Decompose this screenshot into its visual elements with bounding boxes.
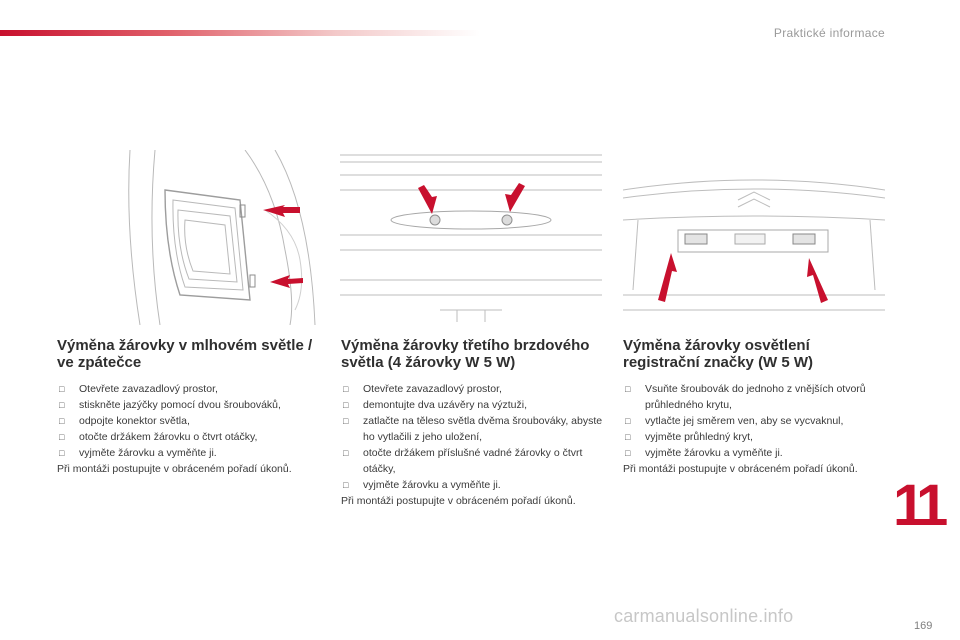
page-number: 169 [914, 620, 933, 632]
chapter-number: 11 [893, 473, 943, 538]
list-item: □ zatlačte na těleso světla dvěma šroubováky, abyste ho vytlačili z jeho uložení, [343, 415, 603, 443]
list-item: □ Otevřete zavazadlový prostor, [343, 383, 502, 395]
bullet-icon: □ [343, 384, 349, 394]
list-item: □ vyjměte žárovku a vyměňte ji. [625, 447, 783, 459]
bullet-icon: □ [625, 416, 631, 426]
list-item: □ otočte držákem příslušné vadné žárovky o čtvrt otáčky, [343, 447, 583, 475]
bullet-icon: □ [59, 400, 65, 410]
bullet-icon: □ [343, 448, 349, 458]
bullet-icon: □ [625, 448, 631, 458]
arrow-icon [263, 205, 303, 288]
list-item: □ vyjměte průhledný kryt, [625, 431, 753, 443]
bullet-icon: □ [343, 480, 349, 490]
list-item: □ odpojte konektor světla, [59, 415, 190, 427]
header-accent-bar [0, 30, 480, 36]
bullet-icon: □ [343, 416, 349, 426]
brake-light-illustration [340, 150, 602, 325]
section-plate-light [623, 337, 888, 477]
section-heading: Výměna žárovky třetího brzdového světla (4 žárovky W 5 W) [341, 337, 590, 371]
fog-lamp-illustration [125, 150, 320, 325]
bullet-icon: □ [59, 384, 65, 394]
list-item: □ vyjměte žárovku a vyměňte ji. [59, 447, 217, 459]
note-text: Při montáži postupujte v obráceném pořadí úkonů. [623, 463, 858, 475]
bullet-icon: □ [59, 448, 65, 458]
section-title: Praktické informace [773, 26, 885, 40]
list-item: □ demontujte dva uzávěry na výztuži, [343, 399, 528, 411]
note-text: Při montáži postupujte v obráceném pořadí úkonů. [57, 463, 292, 475]
list-item: □ vytlačte jej směrem ven, aby se vycvaknul, [625, 415, 844, 427]
arrow-icon [418, 183, 525, 214]
bullet-icon: □ [59, 416, 65, 426]
section-heading: Výměna žárovky osvětlení registrační značky (W 5 W) [623, 337, 814, 371]
list-item: □ Otevřete zavazadlový prostor, [59, 383, 218, 395]
list-item: □ stiskněte jazýčky pomocí dvou šroubováků, [59, 399, 281, 411]
bullet-icon: □ [625, 432, 631, 442]
list-item: □ vyjměte žárovku a vyměňte ji. [343, 479, 501, 491]
watermark: carmanualsonline.info [614, 606, 794, 626]
steps-list [341, 381, 606, 493]
steps-list [57, 381, 322, 461]
note-text: Při montáži postupujte v obráceném pořadí úkonů. [341, 495, 576, 507]
list-item: □ Vsuňte šroubovák do jednoho z vnějších otvorů průhledného krytu, [625, 383, 866, 411]
bullet-icon: □ [343, 400, 349, 410]
section-heading: Výměna žárovky v mlhovém světle / ve zpátečce [57, 337, 313, 371]
steps-list [623, 381, 888, 461]
section-brake-light [341, 337, 606, 509]
bullet-icon: □ [625, 384, 631, 394]
plate-light-illustration [623, 150, 885, 325]
section-fog-lamp [57, 337, 322, 477]
list-item: □ otočte držákem žárovku o čtvrt otáčky, [59, 431, 258, 443]
bullet-icon: □ [59, 432, 65, 442]
